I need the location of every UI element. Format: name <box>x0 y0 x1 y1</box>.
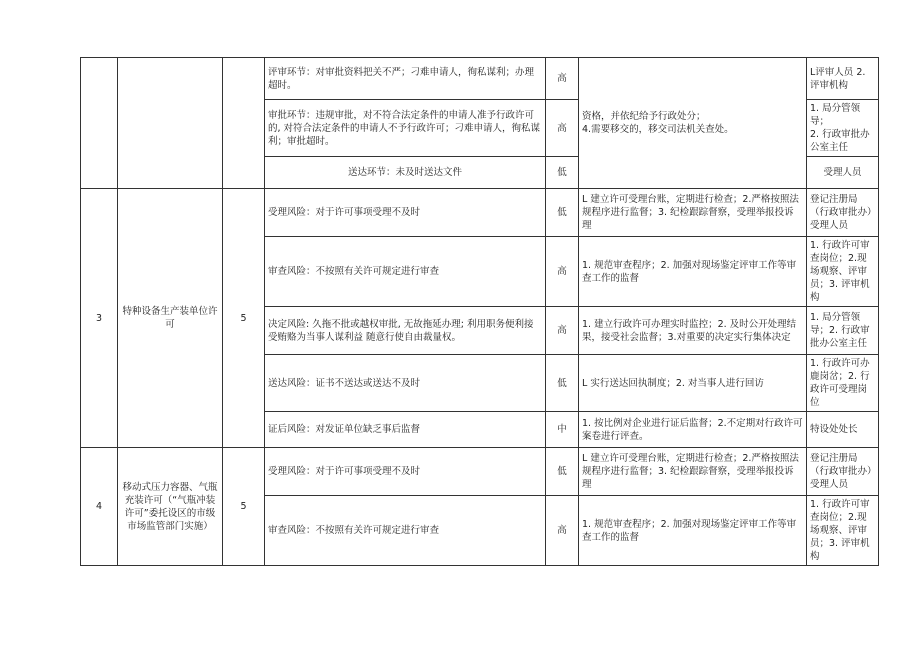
item-count-cell: 5 <box>223 448 265 566</box>
staff-cell: 特设处处长 <box>807 412 879 448</box>
risk-level-cell: 高 <box>546 237 579 307</box>
measure-cell: L 实行送达回执制度；2. 对当事人进行回访 <box>579 355 807 412</box>
measure-line: 资格，并依纪给予行政处分； <box>582 111 706 122</box>
item-no-cell: 4 <box>81 448 118 566</box>
staff-cell: 受理人员 <box>807 157 879 189</box>
staff-line: 2. 行政审批办公室主任 <box>810 129 870 153</box>
measure-cell: 1. 规范审查程序；2. 加强对现场鉴定评审工作等审查工作的监督 <box>579 237 807 307</box>
measure-cell: L 建立许可受理台账，定期进行检查；2.严格按照法规程序进行监督；3. 纪检跟踪督察，受理举报投诉理 <box>579 448 807 496</box>
risk-point-cell: 评审环节：对审批资料把关不严；刁难申请人，徇私谋利；办理超时。 <box>265 58 546 100</box>
measure-cell: 1. 按比例对企业进行证后监督；2.不定期对行政许可案卷进行评查。 <box>579 412 807 448</box>
risk-level-cell: 中 <box>546 412 579 448</box>
item-count-cell: 5 <box>223 189 265 448</box>
risk-point-cell: 审批环节：违规审批，对不符合法定条件的申请人准予行政许可的, 对符合法定条件的申请人不予行政许可；刁难申请人，徇私谋利；审批超时。 <box>265 100 546 157</box>
table-row <box>81 448 879 496</box>
risk-point-cell: 决定风险: 久拖不批或越权审批, 无故拖延办理; 利用职务便利接受贿赂为当事人谋利益 随意行使自由裁量权。 <box>265 307 546 355</box>
risk-level-cell: 高 <box>546 100 579 157</box>
item-name-cell <box>118 58 223 189</box>
risk-level-cell: 低 <box>546 448 579 496</box>
risk-point-cell: 证后风险：对发证单位缺乏事后监督 <box>265 412 546 448</box>
table-row <box>81 189 879 237</box>
item-name-cell: 移动式压力容器、气瓶充装许可（“气瓶冲装许可”委托设区的市级市场监管部门实施） <box>118 448 223 566</box>
measure-cell: L 建立许可受理台账，定期进行检查；2.严格按照法规程序进行监督；3. 纪检跟踪督察，受理举报投诉理 <box>579 189 807 237</box>
risk-level-cell: 低 <box>546 189 579 237</box>
staff-cell: 1. 行政许可审查岗位；2.现场观察、评审员；3. 评审机构 <box>807 237 879 307</box>
risk-level-cell: 低 <box>546 157 579 189</box>
staff-cell: 1. 行政许可办鹿岗岔；2. 行政许可受理岗位 <box>807 355 879 412</box>
staff-cell: 1. 局分管领导；2. 行政审批办公室主任 <box>807 307 879 355</box>
item-no-cell <box>81 58 118 189</box>
table-row <box>81 58 879 100</box>
risk-table <box>80 57 879 566</box>
item-name-cell: 特种设备生产装单位许可 <box>118 189 223 448</box>
risk-point-cell: 审查风险：不按照有关许可规定进行审查 <box>265 496 546 566</box>
risk-point-cell: 受理风险：对于许可事项受理不及时 <box>265 189 546 237</box>
staff-cell <box>807 100 879 157</box>
risk-level-cell: 高 <box>546 307 579 355</box>
measure-cell <box>579 58 807 189</box>
item-count-cell <box>223 58 265 189</box>
risk-level-cell: 高 <box>546 496 579 566</box>
risk-point-cell: 送达风险：证书不送达或送达不及时 <box>265 355 546 412</box>
risk-level-cell: 低 <box>546 355 579 412</box>
risk-point-cell: 送达环节：未及时送达文件 <box>265 157 546 189</box>
staff-line: 1. 局分管领导； <box>810 103 861 127</box>
measure-cell: 1. 建立行政许可办理实时监控；2. 及时公开处理结果，接受社会监督；3.对重要的决定实行集体决定 <box>579 307 807 355</box>
staff-cell: 登记注册局（行政审批办）受理人员 <box>807 448 879 496</box>
measure-cell: 1. 规范审查程序；2. 加强对现场鉴定评审工作等审查工作的监督 <box>579 496 807 566</box>
measure-line: 4.需要移交的，移交司法机关查处。 <box>582 124 734 135</box>
staff-cell: 1. 行政许可审查岗位；2.现场观察、评审员；3. 评审机构 <box>807 496 879 566</box>
staff-cell: 登记注册局（行政审批办）受理人员 <box>807 189 879 237</box>
staff-cell: L评审人员 2. 评审机构 <box>807 58 879 100</box>
item-no-cell: 3 <box>81 189 118 448</box>
risk-point-cell: 审查风险：不按照有关许可规定进行审查 <box>265 237 546 307</box>
risk-point-cell: 受理风险：对于许可事项受理不及时 <box>265 448 546 496</box>
risk-level-cell: 高 <box>546 58 579 100</box>
